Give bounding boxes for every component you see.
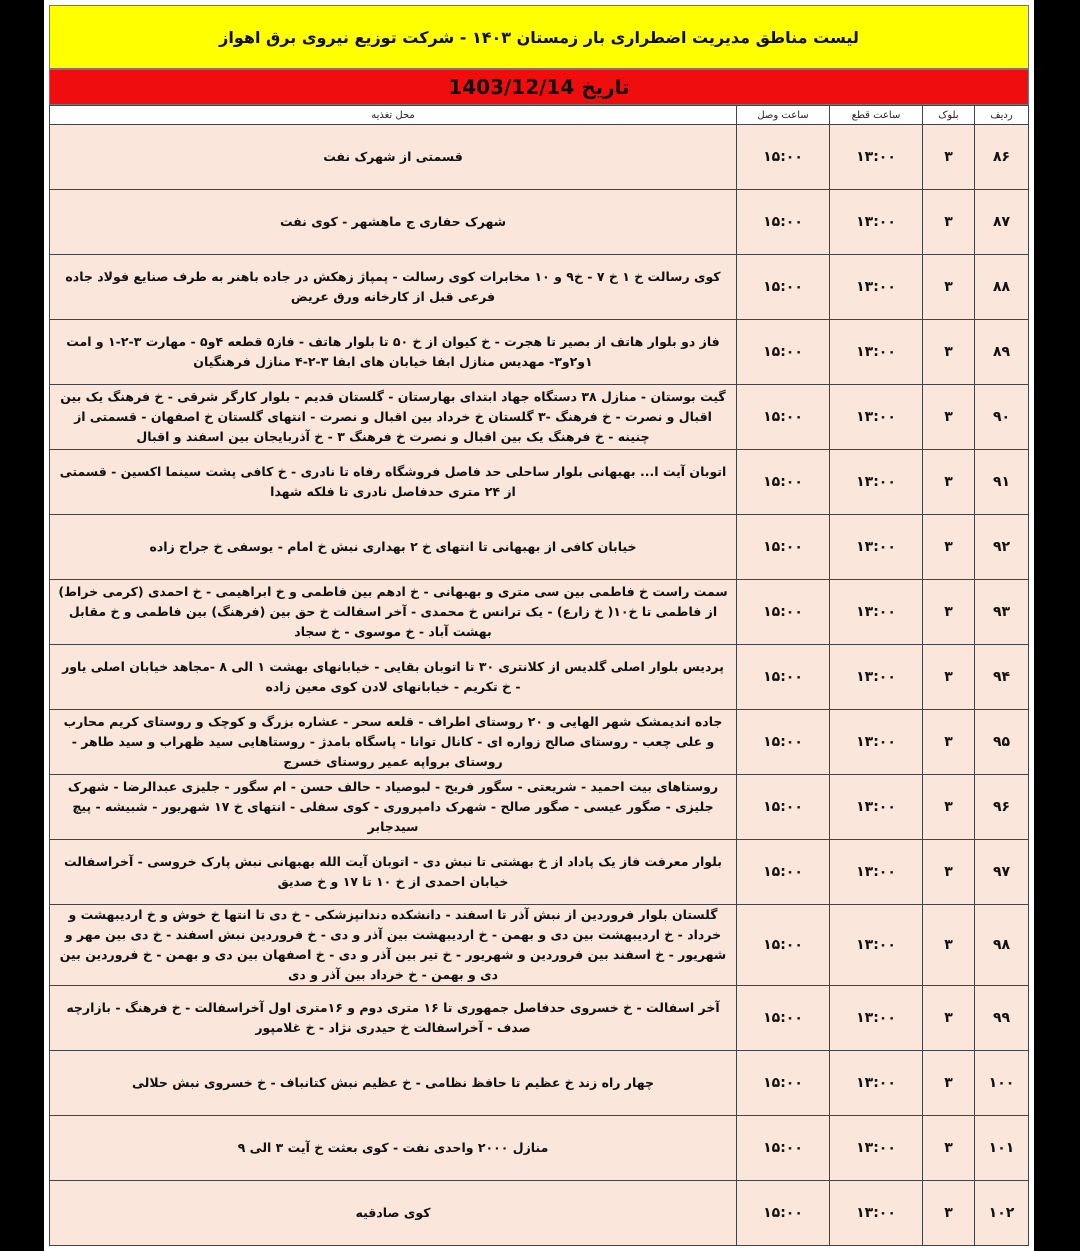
table-body: [50, 125, 1029, 1246]
block-cell: ۳: [923, 840, 975, 905]
cut-time-cell: ۱۳:۰۰: [830, 1051, 923, 1116]
connect-time-cell: ۱۵:۰۰: [737, 515, 830, 580]
row-number-cell: ۱۰۰: [975, 1051, 1029, 1116]
row-number-cell: ۹۷: [975, 840, 1029, 905]
block-cell: ۳: [923, 255, 975, 320]
connect-time-cell: ۱۵:۰۰: [737, 710, 830, 775]
table-row: [50, 450, 1029, 515]
location-cell: سمت راست خ فاطمی بین سی متری و بهبهانی - خ ادهم بین فاطمی و خ ابراهیمی - خ احمدی (کرمی خراط) از فاطمی تا خ۱۰( خ زارع) - یک ترانس خ محمدی - آخر اسفالت خ حق بین (فرهنگ) بین فاطمی و خ مقابل بهشت آباد - خ موسوی - خ سجاد: [50, 580, 737, 645]
cut-time-cell: ۱۳:۰۰: [830, 1181, 923, 1246]
row-number-cell: ۸۶: [975, 125, 1029, 190]
cut-time-cell: ۱۳:۰۰: [830, 905, 923, 986]
header-row-number: ردیف: [975, 106, 1029, 125]
row-number-cell: ۸۷: [975, 190, 1029, 255]
location-cell: کوی صادقیه: [50, 1181, 737, 1246]
block-cell: ۳: [923, 515, 975, 580]
table-row: [50, 1116, 1029, 1181]
connect-time-cell: ۱۵:۰۰: [737, 775, 830, 840]
table-row: [50, 986, 1029, 1051]
cut-time-cell: ۱۳:۰۰: [830, 515, 923, 580]
date-banner: تاریخ 1403/12/14: [49, 69, 1029, 105]
connect-time-cell: ۱۵:۰۰: [737, 320, 830, 385]
block-cell: ۳: [923, 905, 975, 986]
connect-time-cell: ۱۵:۰۰: [737, 580, 830, 645]
row-number-cell: ۱۰۱: [975, 1116, 1029, 1181]
connect-time-cell: ۱۵:۰۰: [737, 1051, 830, 1116]
header-cut-time: ساعت قطع: [830, 106, 923, 125]
connect-time-cell: ۱۵:۰۰: [737, 385, 830, 450]
location-cell: کوی رسالت خ ۱ خ ۷ - خ۹ و ۱۰ مخابرات کوی رسالت - پمپاژ زهکش در جاده باهنر به طرف صنایع فولاد جاده فرعی قبل از کارخانه ورق عریض: [50, 255, 737, 320]
row-number-cell: ۹۲: [975, 515, 1029, 580]
header-connect-time: ساعت وصل: [737, 106, 830, 125]
cut-time-cell: ۱۳:۰۰: [830, 580, 923, 645]
table-row: [50, 1181, 1029, 1246]
connect-time-cell: ۱۵:۰۰: [737, 986, 830, 1051]
cut-time-cell: ۱۳:۰۰: [830, 840, 923, 905]
block-cell: ۳: [923, 645, 975, 710]
block-cell: ۳: [923, 320, 975, 385]
block-cell: ۳: [923, 986, 975, 1051]
table-row: [50, 905, 1029, 986]
connect-time-cell: ۱۵:۰۰: [737, 840, 830, 905]
row-number-cell: ۹۶: [975, 775, 1029, 840]
block-cell: ۳: [923, 190, 975, 255]
table-row: [50, 710, 1029, 775]
block-cell: ۳: [923, 580, 975, 645]
location-cell: بلوار معرفت فاز یک پاداد از خ بهشتی تا نبش دی - اتوبان آیت الله بهبهانی نبش پارک خروسی - آخراسفالت خیابان احمدی از خ ۱۰ تا ۱۷ و خ صدیق: [50, 840, 737, 905]
location-cell: قسمتی از شهرک نفت: [50, 125, 737, 190]
row-number-cell: ۹۰: [975, 385, 1029, 450]
block-cell: ۳: [923, 1181, 975, 1246]
cut-time-cell: ۱۳:۰۰: [830, 190, 923, 255]
header-location: محل تغذیه: [50, 106, 737, 125]
row-number-cell: ۹۵: [975, 710, 1029, 775]
location-cell: خیابان کافی از بهبهانی تا انتهای خ ۲ بهداری نبش خ امام - یوسفی خ جراح زاده: [50, 515, 737, 580]
location-cell: روستاهای بیت احمید - شریعتی - سگور فریح - لبوصیاد - حالف حسن - ام سگور - جلیزی عبدالرضا - شهرک جلیزی - صگور عیسی - صگور صالح - شهرک دامپروری - کوی سفلی - انتهای خ ۱۷ شهریور - شبیشه - پیچ سیدجابر: [50, 775, 737, 840]
connect-time-cell: ۱۵:۰۰: [737, 450, 830, 515]
connect-time-cell: ۱۵:۰۰: [737, 255, 830, 320]
row-number-cell: ۹۴: [975, 645, 1029, 710]
location-cell: فاز دو بلوار هاتف از بصیر تا هجرت - خ کیوان از خ ۵۰ تا بلوار هاتف - فاز۵ قطعه ۴و۵ - مهارت ۳-۲-۱ و امت ۱و۲و۳- مهدیس منازل ابفا خیابان های ابفا ۳-۲-۴ منازل فرهنگیان: [50, 320, 737, 385]
connect-time-cell: ۱۵:۰۰: [737, 645, 830, 710]
row-number-cell: ۱۰۲: [975, 1181, 1029, 1246]
block-cell: ۳: [923, 1051, 975, 1116]
location-cell: جاده اندیمشک شهر الهایی و ۲۰ روستای اطراف - قلعه سحر - عشاره بزرگ و کوچک و روستای کریم محارب و علی چعب - روستای صالح زواره ای - کانال توانا - پاسگاه بامدژ - روستاهایی سید ظهراب و سید طاهر - روستای برواپه عمیر روستای خسرج: [50, 710, 737, 775]
block-cell: ۳: [923, 125, 975, 190]
location-cell: چهار راه زند خ عظیم تا حافظ نظامی - خ عظیم نبش کتانباف - خ خسروی نبش حلالی: [50, 1051, 737, 1116]
row-number-cell: ۹۱: [975, 450, 1029, 515]
location-cell: منازل ۲۰۰۰ واحدی نفت - کوی بعثت خ آیت ۳ الی ۹: [50, 1116, 737, 1181]
cut-time-cell: ۱۳:۰۰: [830, 450, 923, 515]
table-row: [50, 645, 1029, 710]
table-row: [50, 515, 1029, 580]
table-row: [50, 580, 1029, 645]
connect-time-cell: ۱۵:۰۰: [737, 905, 830, 986]
connect-time-cell: ۱۵:۰۰: [737, 190, 830, 255]
table-row: [50, 255, 1029, 320]
block-cell: ۳: [923, 450, 975, 515]
location-cell: گیت بوستان - منازل ۳۸ دستگاه جهاد ابتدای بهارستان - گلستان قدیم - بلوار کارگر شرقی - خ فرهنگ یک بین اقبال و نصرت - خ فرهنگ -۳ گلستان خ خرداد بین اقبال و نصرت - انتهای گلستان خ اصفهان - قسمتی از چنینه - خ فرهنگ یک بین اقبال و نصرت خ فرهنگ ۳ - خ آذربایجان بین اسفند و اقبال: [50, 385, 737, 450]
block-cell: ۳: [923, 1116, 975, 1181]
document-title: لیست مناطق مدیریت اضطراری بار زمستان ۱۴۰۳ - شرکت توزیع نیروی برق اهواز: [49, 5, 1029, 69]
cut-time-cell: ۱۳:۰۰: [830, 645, 923, 710]
connect-time-cell: ۱۵:۰۰: [737, 1116, 830, 1181]
location-cell: پردیس بلوار اصلی گلدیس از کلانتری ۳۰ تا اتوبان بقایی - خیابانهای بهشت ۱ الی ۸ -مجاهد خیابان اصلی یاور - خ تکریم - خیابانهای لادن کوی معین زاده: [50, 645, 737, 710]
header-block: بلوک: [923, 106, 975, 125]
row-number-cell: ۸۹: [975, 320, 1029, 385]
cut-time-cell: ۱۳:۰۰: [830, 255, 923, 320]
table-row: [50, 385, 1029, 450]
table-row: [50, 840, 1029, 905]
location-cell: گلستان بلوار فروردین از نبش آذر تا اسفند - دانشکده دندانپزشکی - خ دی تا انتها خ خوش و خ اردیبهشت و خرداد - خ اردیبهشت بین دی و بهمن - خ اردیبهشت بین آذر و دی - خ فروردین نبش اسفند - خ دی بین مهر و شهریور - خ اسفند بین فروردین و شهریور - خ تیر بین آذر و دی - خ اصفهان بین دی و بهمن - خ فروردین بین دی و بهمن - خ خرداد بین آذر و دی: [50, 905, 737, 986]
cut-time-cell: ۱۳:۰۰: [830, 986, 923, 1051]
table-row: [50, 775, 1029, 840]
cut-time-cell: ۱۳:۰۰: [830, 1116, 923, 1181]
row-number-cell: ۹۳: [975, 580, 1029, 645]
row-number-cell: ۹۹: [975, 986, 1029, 1051]
location-cell: اتوبان آیت ا... بهبهانی بلوار ساحلی حد فاصل فروشگاه رفاه تا نادری - خ کافی پشت سینما اکسین - قسمتی از ۲۴ متری حدفاصل نادری تا فلکه شهدا: [50, 450, 737, 515]
cut-time-cell: ۱۳:۰۰: [830, 775, 923, 840]
location-cell: آخر اسفالت - خ خسروی حدفاصل جمهوری تا ۱۶ متری دوم و ۱۶متری اول آخراسفالت - خ فرهنگ - بازارچه صدف - آخراسفالت خ حیدری نژاد - خ غلامپور: [50, 986, 737, 1051]
table-row: [50, 320, 1029, 385]
table-header-row: [50, 106, 1029, 125]
block-cell: ۳: [923, 775, 975, 840]
block-cell: ۳: [923, 385, 975, 450]
connect-time-cell: ۱۵:۰۰: [737, 125, 830, 190]
cut-time-cell: ۱۳:۰۰: [830, 385, 923, 450]
document-sheet: [44, 0, 1034, 1251]
table-row: [50, 1051, 1029, 1116]
table-row: [50, 190, 1029, 255]
location-cell: شهرک حفاری ج ماهشهر - کوی نفت: [50, 190, 737, 255]
cut-time-cell: ۱۳:۰۰: [830, 710, 923, 775]
schedule-table: [49, 105, 1029, 1246]
block-cell: ۳: [923, 710, 975, 775]
row-number-cell: ۸۸: [975, 255, 1029, 320]
connect-time-cell: ۱۵:۰۰: [737, 1181, 830, 1246]
row-number-cell: ۹۸: [975, 905, 1029, 986]
cut-time-cell: ۱۳:۰۰: [830, 320, 923, 385]
table-row: [50, 125, 1029, 190]
cut-time-cell: ۱۳:۰۰: [830, 125, 923, 190]
